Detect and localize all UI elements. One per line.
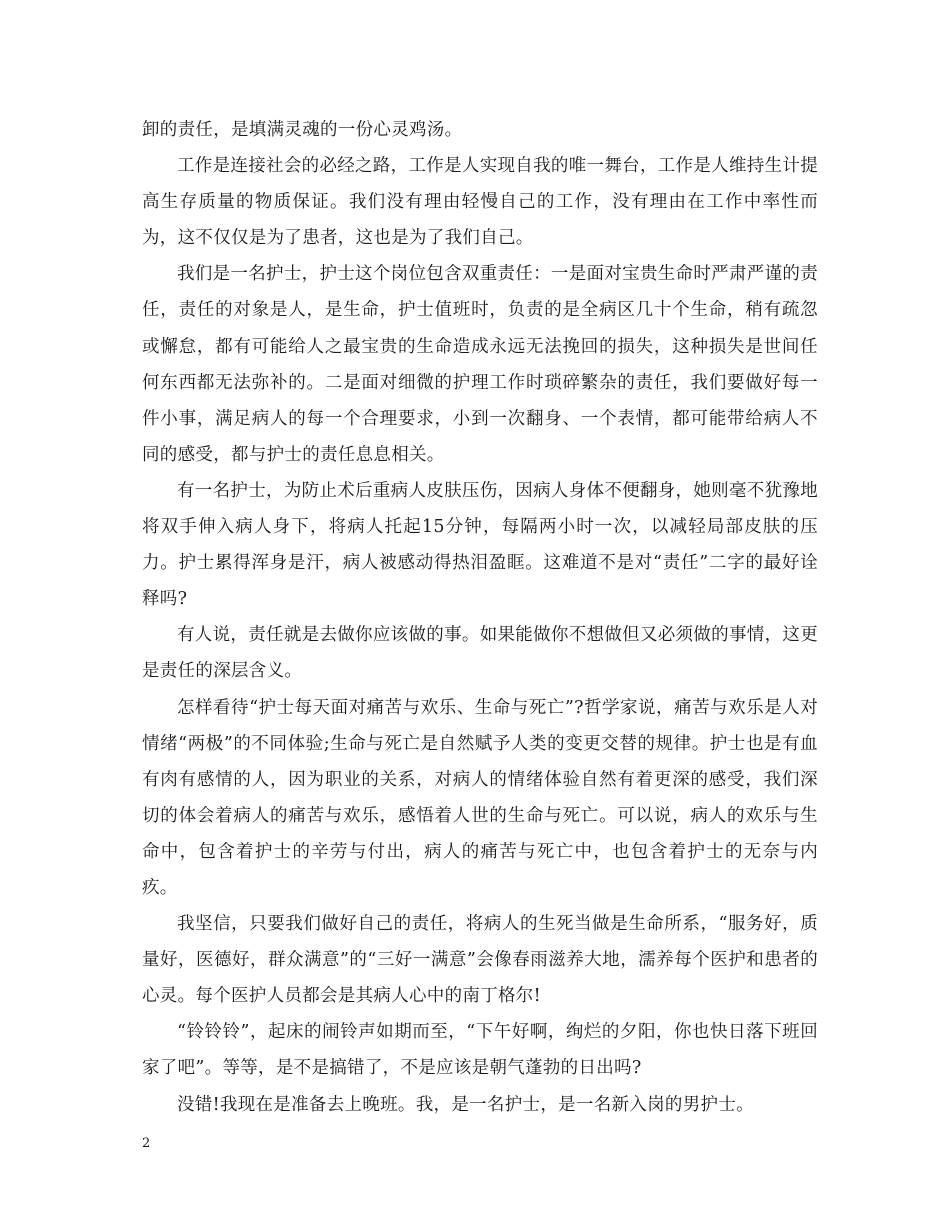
paragraph-9: 没错!我现在是准备去上晚班。我，是一名护士，是一名新入岗的男护士。 [177, 1094, 754, 1115]
document-body [142, 112, 818, 1123]
paragraph-5: 有人说，责任就是去做你应该做的事。如果能做你不想做但又必须做的事情，这更是责任的深层含义。 [142, 625, 818, 682]
paragraph-8: “铃铃铃”，起床的闹铃声如期而至，“下午好啊，绚烂的夕阳，你也快日落下班回家了吧”。等等，是不是搞错了，不是应该是朝气蓬勃的日出吗? [142, 1022, 818, 1079]
paragraph-7: 我坚信，只要我们做好自己的责任，将病人的生死当做是生命所系，“服务好，质量好，医德好，群众满意”的“三好一满意”会像春雨滋养大地，濡养每个医护和患者的心灵。每个医护人员都会是其病人心中的南丁格尔! [142, 914, 818, 1007]
paragraph-2: 工作是连接社会的必经之路，工作是人实现自我的唯一舞台，工作是人维持生计提高生存质量的物质保证。我们没有理由轻慢自己的工作，没有理由在工作中率性而为，这不仅仅是为了患者，这也是为了我们自己。 [142, 156, 818, 249]
paragraph-3: 我们是一名护士，护士这个岗位包含双重责任：一是面对宝贵生命时严肃严谨的责任，责任的对象是人，是生命，护士值班时，负责的是全病区几十个生命，稍有疏忽或懈怠，都有可能给人之最宝贵的生命造成永远无法挽回的损失，这种损失是世间任何东西都无法弥补的。二是面对细微的护理工作时琐碎繁杂的责任，我们要做好每一件小事，满足病人的每一个合理要求，小到一次翻身、一个表情，都可能带给病人不同的感受，都与护士的责任息息相关。 [142, 264, 818, 465]
paragraph-4: 有一名护士，为防止术后重病人皮肤压伤，因病人身体不便翻身，她则毫不犹豫地将双手伸入病人身下，将病人托起15分钟，每隔两小时一次，以减轻局部皮肤的压力。护士累得浑身是汗，病人被感动得热泪盈眶。这难道不是对“责任”二字的最好诠释吗? [142, 480, 818, 610]
paragraph-6: 怎样看待“护士每天面对痛苦与欢乐、生命与死亡”?哲学家说，痛苦与欢乐是人对情绪“两极”的不同体验;生命与死亡是自然赋予人类的变更交替的规律。护士也是有血有肉有感情的人，因为职业的关系，对病人的情绪体验自然有着更深的感受，我们深切的体会着病人的痛苦与欢乐，感悟着人世的生命与死亡。可以说，病人的欢乐与生命中，包含着护士的辛劳与付出，病人的痛苦与死亡中，也包含着护士的无奈与内疚。 [142, 697, 818, 898]
page-number: 2 [142, 1136, 151, 1151]
paragraph-1: 卸的责任，是填满灵魂的一份心灵鸡汤。 [142, 120, 463, 140]
